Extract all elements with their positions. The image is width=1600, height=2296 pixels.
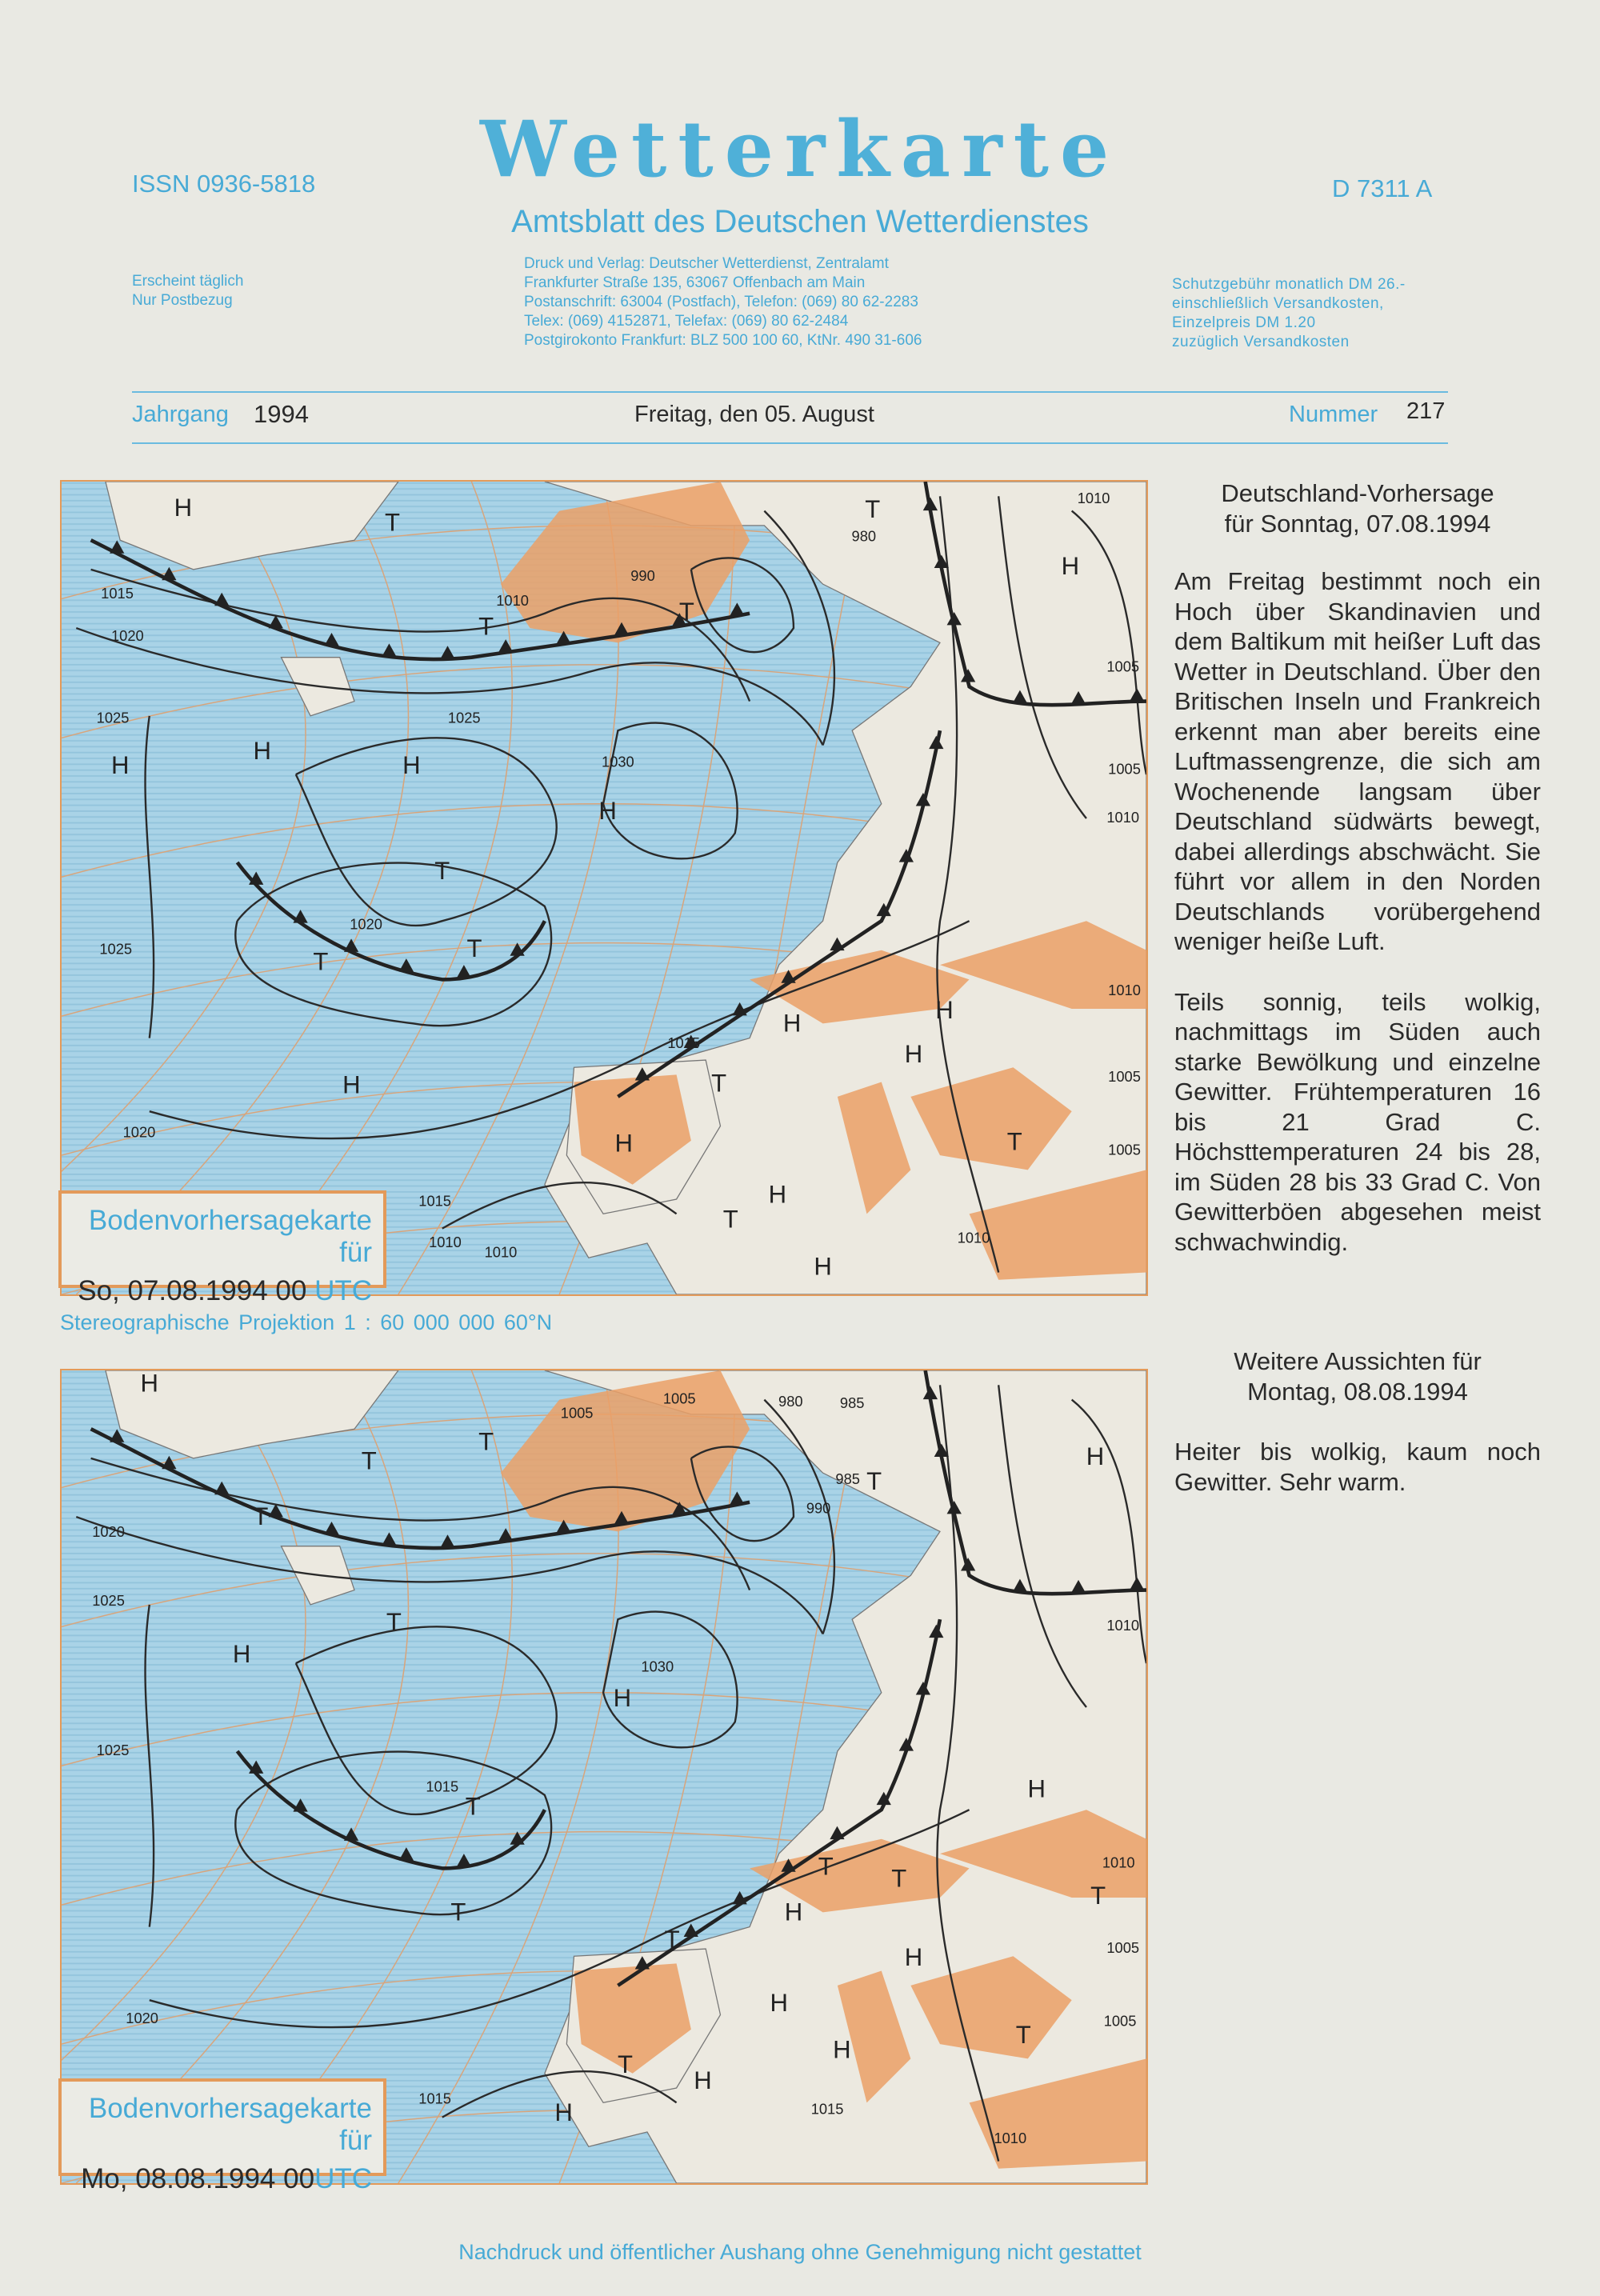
low-pressure-label: T — [818, 1852, 834, 1881]
isobar-label: 1005 — [662, 1390, 696, 1407]
heading-line: Weitere Aussichten für — [1234, 1347, 1482, 1375]
isobar-label: 1005 — [1103, 2012, 1137, 2030]
isobar-label: 1010 — [429, 1233, 462, 1250]
publisher-info — [524, 254, 922, 350]
weather-map-svg — [62, 1370, 1146, 2183]
low-pressure-label: T — [434, 856, 450, 885]
isobar-label: 1010 — [484, 1243, 518, 1261]
isobar-label: 1015 — [810, 2100, 844, 2118]
publication-subtitle: Amtsblatt des Deutschen Wetterdienstes — [511, 204, 1089, 239]
isobar-label: 1025 — [96, 1741, 130, 1758]
isobar-label: 1020 — [110, 626, 144, 644]
high-pressure-label: H — [1027, 1774, 1046, 1803]
map-caption-date — [73, 1275, 383, 1307]
high-pressure-label: H — [110, 751, 130, 780]
projection-note: Stereographische Projektion 1 : 60 000 000 60°N — [60, 1310, 553, 1334]
low-pressure-label: T — [385, 508, 401, 537]
high-pressure-label: H — [814, 1252, 832, 1281]
low-pressure-label: T — [478, 1427, 494, 1456]
price-info — [1172, 275, 1406, 352]
isobar-label: 985 — [839, 1394, 865, 1411]
isobar-label: 1010 — [1102, 1854, 1135, 1871]
high-pressure-label: H — [140, 1370, 159, 1398]
isobar-label: 1020 — [350, 915, 382, 933]
divider — [132, 391, 1448, 393]
forecast-heading — [1174, 478, 1541, 538]
map-caption-sunday — [58, 1190, 386, 1306]
high-pressure-label: H — [613, 1684, 632, 1713]
low-pressure-label: T — [450, 1898, 466, 1926]
isobar-label: 1025 — [99, 940, 133, 958]
forecast-text: Teils sonnig, teils wolkig, nachmittags im Süden auch starke Bewölkung und einzelne Gewitter. Frühtemperaturen 16 bis 21 Grad C. Höchsttemperaturen 24 bis 28, im Süden 28 bis 33 Grad C. Von Gewitterböen abgesehen meist schwachwindig. — [1174, 987, 1541, 1256]
isobar-label: 1010 — [957, 1229, 990, 1246]
isobar-label: 1030 — [602, 753, 634, 770]
low-pressure-label: T — [313, 947, 329, 976]
low-pressure-label: T — [618, 2050, 634, 2078]
low-pressure-label: T — [1015, 2021, 1031, 2050]
heading-line: für Sonntag, 07.08.1994 — [1224, 509, 1491, 538]
isobar-label: 1015 — [426, 1778, 459, 1795]
high-pressure-label: H — [784, 1898, 803, 1926]
high-pressure-label: H — [904, 1039, 923, 1068]
high-pressure-label: H — [904, 1943, 923, 1972]
isobar-label: 1025 — [92, 1592, 125, 1610]
isobar-label: 1005 — [1108, 1067, 1141, 1085]
isobar-label: 1010 — [994, 2129, 1027, 2146]
isobar-label: 1010 — [1108, 981, 1141, 998]
reprint-notice: Nachdruck und öffentlicher Aushang ohne Genehmigung nicht gestattet — [458, 2240, 1142, 2264]
isobar-label: 1005 — [1106, 1938, 1140, 1956]
high-pressure-label: H — [935, 995, 954, 1024]
number-label: Nummer — [1289, 402, 1378, 427]
low-pressure-label: T — [1006, 1127, 1022, 1156]
isobar-label: 1015 — [418, 2090, 451, 2107]
heading-line: Montag, 08.08.1994 — [1247, 1377, 1468, 1406]
high-pressure-label: H — [782, 1009, 802, 1038]
info-line: Frankfurter Straße 135, 63067 Offenbach am Main — [524, 274, 866, 291]
info-line: Erscheint täglich — [132, 273, 244, 290]
outlook-heading — [1174, 1346, 1541, 1406]
high-pressure-label: H — [232, 1640, 251, 1669]
map-caption-title: Bodenvorhersagekarte für — [88, 2093, 372, 2156]
heading-line: Deutschland-Vorhersage — [1221, 479, 1494, 507]
isobar-label: 1015 — [418, 1192, 451, 1210]
year-label: Jahrgang — [132, 402, 229, 427]
isobar-label: 1025 — [447, 709, 481, 726]
info-line: Postanschrift: 63004 (Postfach), Telefon: (069) 80 62-2283 — [524, 294, 918, 310]
info-line: einschließlich Versandkosten, — [1172, 295, 1384, 312]
low-pressure-label: T — [1090, 1882, 1106, 1910]
low-pressure-label: T — [866, 1467, 882, 1496]
isobar-label: 980 — [851, 527, 877, 545]
publication-frequency — [132, 272, 243, 310]
isobar-label: 1015 — [101, 584, 134, 602]
high-pressure-label: H — [253, 736, 271, 765]
high-pressure-label: H — [1061, 552, 1080, 581]
publication-title: Wetterkarte — [479, 104, 1121, 194]
weather-map-svg — [62, 482, 1146, 1294]
isobar-label: 1020 — [122, 1123, 156, 1141]
isobar-label: 980 — [778, 1393, 803, 1410]
postal-code: D 7311 A — [1332, 174, 1433, 202]
info-line: Druck und Verlag: Deutscher Wetterdienst, Zentralamt — [524, 255, 889, 272]
high-pressure-label: H — [833, 2035, 851, 2064]
info-line: Telex: (069) 4152871, Telefax: (069) 80 62-2484 — [524, 313, 849, 330]
low-pressure-label: T — [386, 1607, 402, 1636]
isobar-label: 1020 — [126, 2009, 159, 2026]
year: 1994 — [254, 400, 309, 428]
isobar-label: 1010 — [1077, 489, 1110, 506]
low-pressure-label: T — [865, 494, 881, 523]
info-line: Postgirokonto Frankfurt: BLZ 500 100 60, KtNr. 490 31-606 — [524, 332, 922, 349]
map-caption-title: Bodenvorhersagekarte für — [88, 1205, 372, 1268]
isobar-label: 1005 — [1108, 760, 1141, 778]
high-pressure-label: H — [598, 796, 617, 825]
caption-utc: UTC — [314, 1275, 372, 1306]
high-pressure-label: H — [770, 1988, 788, 2017]
isobar-label: 1010 — [1106, 1617, 1140, 1634]
isobar-label: 990 — [806, 1499, 831, 1517]
info-line: Einzelpreis DM 1.20 — [1172, 314, 1316, 331]
low-pressure-label: T — [664, 1926, 680, 1954]
isobar-label: 1010 — [1106, 808, 1140, 826]
high-pressure-label: H — [554, 2098, 573, 2127]
map-caption-monday — [58, 2078, 386, 2194]
isobar-label: 1025 — [96, 709, 130, 726]
outlook-text: Heiter bis wolkig, kaum noch Gewitter. Sehr warm. — [1174, 1438, 1541, 1496]
low-pressure-label: T — [466, 934, 482, 963]
isobar-label: 1030 — [641, 1658, 674, 1675]
low-pressure-label: T — [253, 1502, 269, 1531]
high-pressure-label: H — [402, 751, 421, 780]
isobar-label: 1005 — [560, 1404, 594, 1422]
low-pressure-label: T — [891, 1864, 907, 1893]
isobar-label: 1005 — [1106, 658, 1140, 675]
info-line: zuzüglich Versandkosten — [1172, 334, 1350, 350]
caption-utc: UTC — [314, 2163, 372, 2194]
low-pressure-label: T — [722, 1205, 738, 1234]
issue-date: Freitag, den 05. August — [634, 402, 874, 427]
issue-number: 217 — [1406, 398, 1446, 424]
forecast-column — [1174, 478, 1541, 1497]
caption-date: So, 07.08.1994 00 — [78, 1275, 307, 1306]
forecast-text: Am Freitag bestimmt noch ein Hoch über Skandinavien und dem Baltikum mit heißer Luft das Wetter in Deutschland. Über den Britischen Inseln und Frankreich erkennt man aber bereits eine Luftmassengrenze, die sich am Wochenende langsam über Deutschland südwärts bewegt, dabei allerdings abschwächt. Sie führt vor allem in den Norden Deutschlands vorübergehend weniger heiße Luft. — [1174, 567, 1541, 955]
forecast-map-monday — [60, 1369, 1148, 2185]
low-pressure-label: T — [361, 1446, 377, 1475]
isobar-label: 990 — [630, 566, 655, 584]
issue-row — [132, 398, 1448, 434]
divider — [132, 442, 1448, 444]
isobar-label: 1010 — [496, 591, 529, 609]
map-caption-date — [73, 2163, 383, 2195]
high-pressure-label: H — [1086, 1442, 1105, 1471]
info-line: Schutzgebühr monatlich DM 26.- — [1172, 276, 1406, 293]
isobar-label: 1020 — [92, 1523, 125, 1541]
high-pressure-label: H — [694, 2066, 712, 2094]
low-pressure-label: T — [478, 612, 494, 641]
issn: ISSN 0936-5818 — [132, 170, 316, 198]
forecast-map-sunday — [60, 480, 1148, 1296]
info-line: Nur Postbezug — [132, 292, 233, 309]
low-pressure-label: T — [465, 1792, 481, 1821]
low-pressure-label: T — [678, 597, 694, 626]
high-pressure-label: H — [174, 493, 193, 522]
isobar-label: 1005 — [1108, 1141, 1141, 1158]
high-pressure-label: H — [768, 1180, 787, 1209]
low-pressure-label: T — [711, 1069, 727, 1098]
isobar-label: 1015 — [667, 1034, 701, 1051]
high-pressure-label: H — [614, 1129, 633, 1158]
high-pressure-label: H — [342, 1070, 361, 1099]
isobar-label: 985 — [835, 1470, 860, 1488]
caption-date: Mo, 08.08.1994 00 — [81, 2163, 315, 2194]
